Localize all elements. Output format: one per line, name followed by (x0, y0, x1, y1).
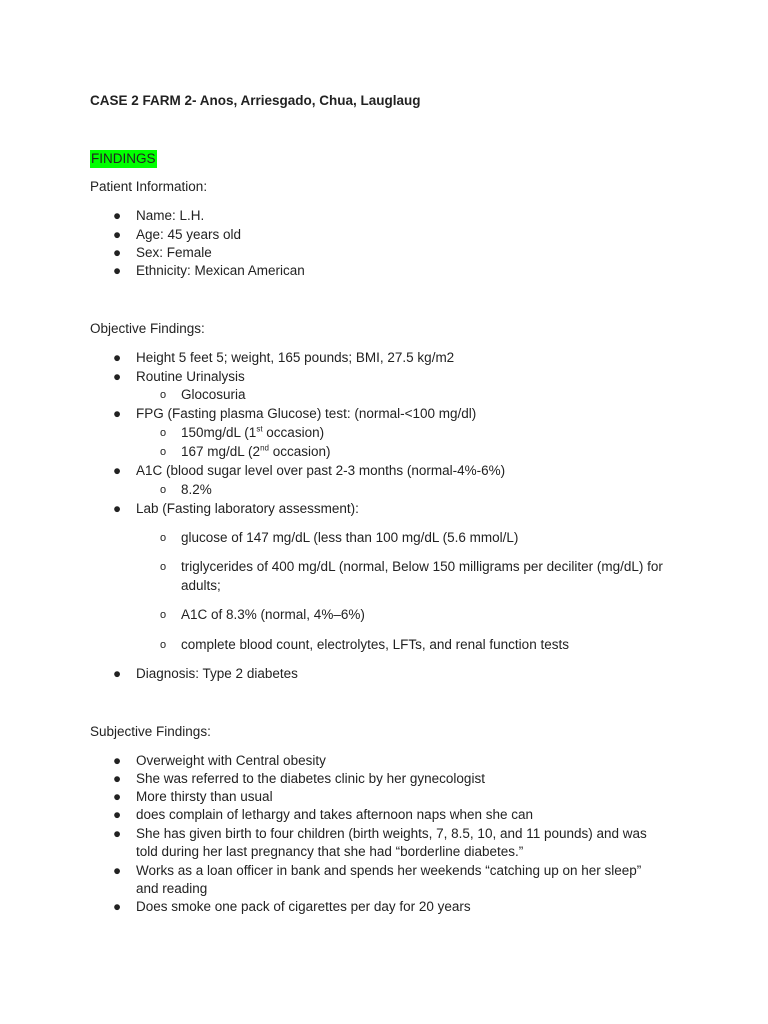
lab-triglycerides: triglycerides of 400 mg/dL (normal, Below 150 milligrams per deciliter (mg/dL) for (181, 559, 663, 574)
bullet: ● (113, 863, 122, 878)
lab-cbc: complete blood count, electrolytes, LFTs, and renal function tests (181, 637, 569, 652)
urinalysis: Routine Urinalysis (136, 369, 245, 384)
lab-a1c: A1C of 8.3% (normal, 4%–6%) (181, 607, 365, 622)
subjective-referral: She was referred to the diabetes clinic by her gynecologist (136, 771, 485, 786)
bullet: ● (113, 753, 122, 768)
fpg-second-occasion: 167 mg/dL (2nd occasion) (181, 443, 331, 459)
findings-heading: FINDINGS (91, 151, 156, 166)
sub-bullet: o (160, 532, 167, 544)
bullet: ● (113, 501, 122, 516)
subjective-work-cont: and reading (136, 881, 208, 896)
bullet: ● (113, 245, 122, 260)
patient-sex: Sex: Female (136, 245, 212, 260)
patient-name: Name: L.H. (136, 208, 205, 223)
sub-bullet: o (160, 427, 167, 439)
patient-info-label: Patient Information: (90, 179, 208, 194)
a1c-result: 8.2% (181, 482, 212, 497)
subjective-births-cont: told during her last pregnancy that she had “borderline diabetes.” (136, 844, 524, 859)
sub-bullet: o (160, 609, 167, 621)
patient-age: Age: 45 years old (136, 227, 242, 242)
subjective-smoking: Does smoke one pack of cigarettes per day for 20 years (136, 899, 471, 914)
bullet: ● (113, 771, 122, 786)
subjective-work: Works as a loan officer in bank and spends her weekends “catching up on her sleep” (136, 863, 642, 878)
fpg-first-occasion: 150mg/dL (1st occasion) (181, 424, 325, 440)
urinalysis-result: Glocosuria (181, 387, 246, 402)
sub-bullet: o (160, 639, 167, 651)
bullet: ● (113, 463, 122, 478)
sub-bullet: o (160, 561, 167, 573)
subjective-obesity: Overweight with Central obesity (136, 753, 326, 768)
bullet: ● (113, 208, 122, 223)
patient-ethnicity: Ethnicity: Mexican American (136, 263, 305, 278)
bullet: ● (113, 789, 122, 804)
lab-glucose: glucose of 147 mg/dL (less than 100 mg/dL (5.6 mmol/L) (181, 530, 519, 545)
lab-assessment: Lab (Fasting laboratory assessment): (136, 501, 359, 516)
bullet: ● (113, 227, 122, 242)
sub-bullet: o (160, 446, 167, 458)
bullet: ● (113, 406, 122, 421)
height-weight-bmi: Height 5 feet 5; weight, 165 pounds; BMI, 27.5 kg/m2 (136, 350, 455, 365)
bullet: ● (113, 899, 122, 914)
fpg-test: FPG (Fasting plasma Glucose) test: (normal-<100 mg/dl) (136, 406, 477, 421)
bullet: ● (113, 666, 122, 681)
diagnosis: Diagnosis: Type 2 diabetes (136, 666, 298, 681)
bullet: ● (113, 350, 122, 365)
bullet: ● (113, 807, 122, 822)
bullet: ● (113, 263, 122, 278)
objective-findings-label: Objective Findings: (90, 321, 205, 336)
sub-bullet: o (160, 389, 167, 401)
subjective-lethargy: does complain of lethargy and takes afternoon naps when she can (136, 807, 534, 822)
subjective-thirst: More thirsty than usual (136, 789, 273, 804)
a1c-test: A1C (blood sugar level over past 2-3 months (normal-4%-6%) (136, 463, 506, 478)
sub-bullet: o (160, 484, 167, 496)
bullet: ● (113, 369, 122, 384)
document-title: CASE 2 FARM 2- Anos, Arriesgado, Chua, Lauglaug (90, 93, 421, 108)
subjective-births: She has given birth to four children (birth weights, 7, 8.5, 10, and 11 pounds) and was (136, 826, 647, 841)
lab-triglycerides-cont: adults; (181, 578, 221, 593)
bullet: ● (113, 826, 122, 841)
subjective-findings-label: Subjective Findings: (90, 724, 211, 739)
